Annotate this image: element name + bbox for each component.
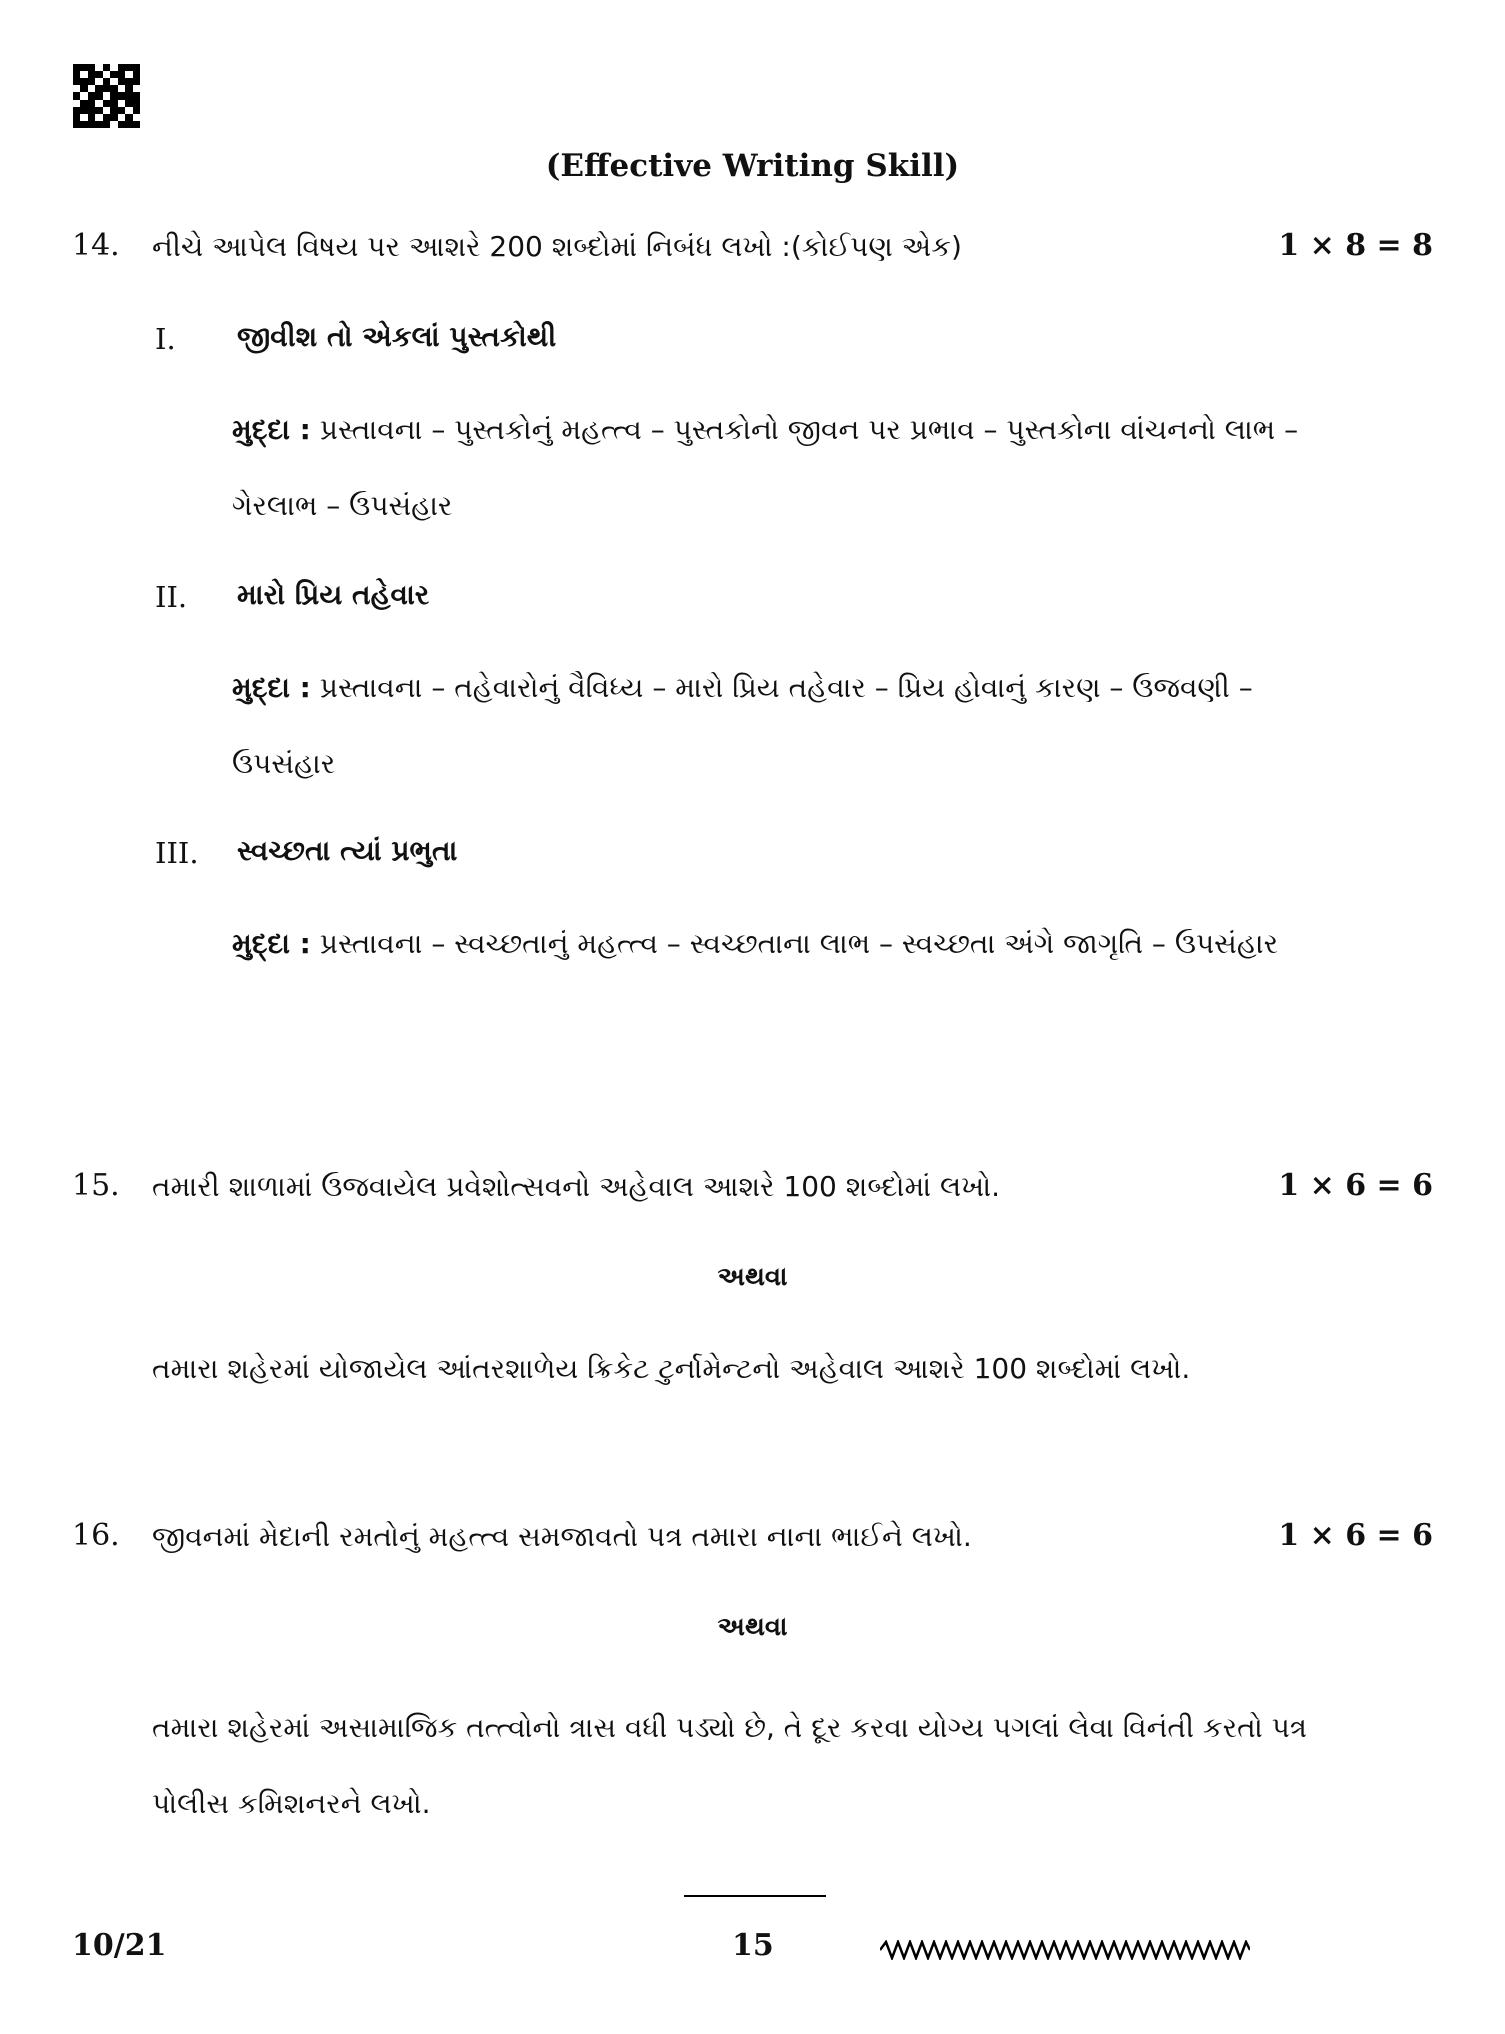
option-topic-i: જીવીશ તો એકલાં પુસ્તકોથી — [237, 320, 557, 353]
or-label-15: અથવા — [717, 1262, 788, 1292]
footer-divider — [684, 1895, 826, 1897]
marks-14: 1 × 8 = 8 — [1278, 228, 1433, 263]
question-text-16: જીવનમાં મેદાની રમતોનું મહત્ત્વ સમજાવતો પત્ર તમારા નાના ભાઈને લખો. — [152, 1520, 972, 1553]
option-topic-ii: મારો પ્રિય તહેવાર — [237, 578, 430, 611]
question-text-14: નીચે આપેલ વિષય પર આશરે 200 શબ્દોમાં નિબંધ લખો :(કોઈપણ એક) — [152, 230, 962, 263]
points-text: પ્રસ્તાવના – સ્વચ્છતાનું મહત્ત્વ – સ્વચ્છતાના લાભ – સ્વચ્છતા અંગે જાગૃતિ – ઉપસંહાર — [319, 927, 1279, 960]
option-points-iii — [232, 906, 1362, 982]
option-points-i — [232, 392, 1362, 544]
question-number-14: 14. — [72, 228, 120, 263]
option-roman-iii: III. — [155, 836, 199, 870]
section-title: (Effective Writing Skill) — [545, 148, 960, 184]
alternative-text-16: તમારા શહેરમાં અસામાજિક તત્ત્વોનો ત્રાસ વધી પડ્યો છે, તે દૂર કરવા યોગ્ય પગલાં લેવા વિનંતી કરતો પત્ર પોલીસ કમિશનરને લખો. — [152, 1711, 1307, 1820]
alternative-text-15: તમારા શહેરમાં યોજાયેલ આંતરશાળેય ક્રિકેટ ટુર્નામેન્ટનો અહેવાલ આશરે 100 શબ્દોમાં લખો. — [152, 1352, 1191, 1385]
qr-code-icon — [73, 64, 140, 128]
option-roman-i: I. — [155, 322, 176, 356]
option-topic-iii: સ્વચ્છતા ત્યાં પ્રભુતા — [237, 834, 458, 867]
points-text: પ્રસ્તાવના – પુસ્તકોનું મહત્ત્વ – પુસ્તકોનો જીવન પર પ્રભાવ – પુસ્તકોના વાંચનનો લાભ – ગેરલાભ – ઉપસંહાર — [232, 413, 1299, 522]
points-label: મુદ્દા : — [232, 671, 311, 704]
marks-16: 1 × 6 = 6 — [1278, 1518, 1433, 1553]
question-number-16: 16. — [72, 1518, 120, 1553]
option-roman-ii: II. — [155, 580, 188, 614]
points-label: મુદ્દા : — [232, 927, 311, 960]
wavy-line-decoration-icon — [880, 1940, 1250, 1960]
option-points-ii — [232, 650, 1362, 802]
page-number: 15 — [732, 1928, 774, 1963]
question-text-15: તમારી શાળામાં ઉજવાયેલ પ્રવેશોત્સવનો અહેવાલ આશરે 100 શબ્દોમાં લખો. — [152, 1170, 1001, 1203]
paper-code: 10/21 — [72, 1928, 167, 1963]
points-text: પ્રસ્તાવના – તહેવારોનું વૈવિધ્ય – મારો પ્રિય તહેવાર – પ્રિય હોવાનું કારણ – ઉજવણી – ઉપસંહાર — [232, 671, 1253, 780]
points-label: મુદ્દા : — [232, 413, 311, 446]
marks-15: 1 × 6 = 6 — [1278, 1168, 1433, 1203]
or-label-16: અથવા — [717, 1612, 788, 1642]
question-number-15: 15. — [72, 1168, 120, 1203]
